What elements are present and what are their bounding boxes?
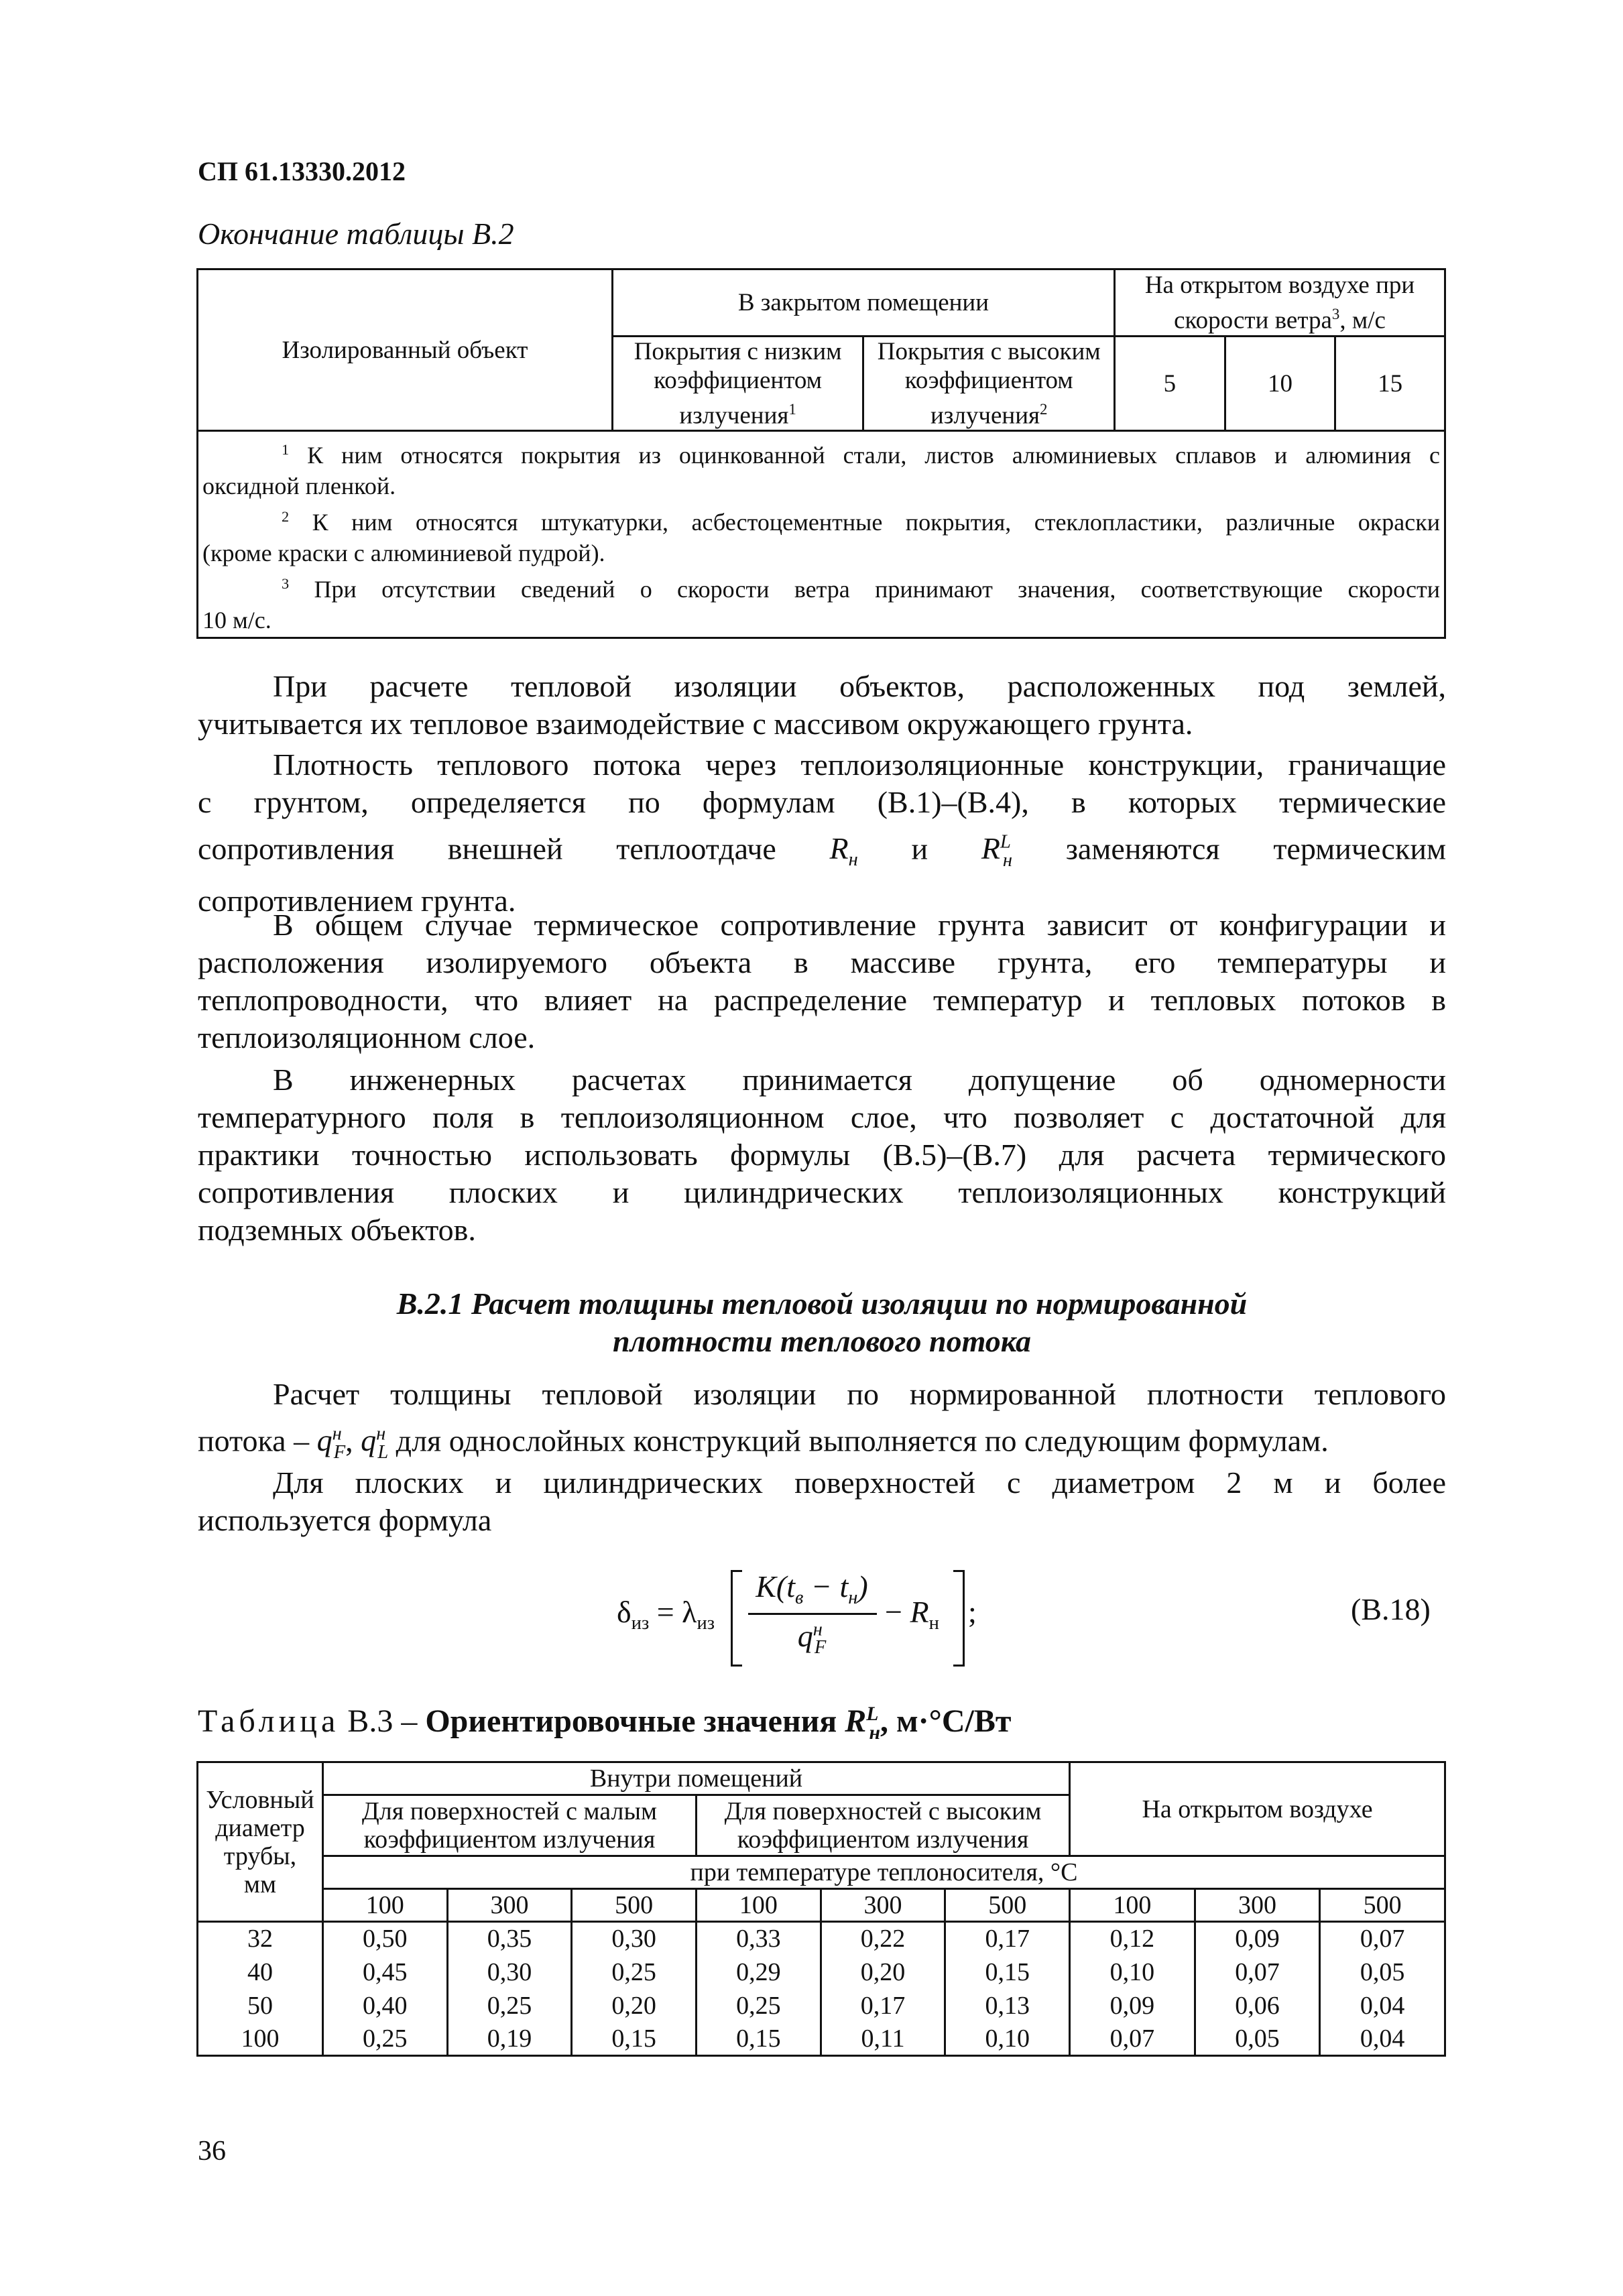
table-row	[198, 1955, 1445, 1989]
value-cell: 0,19	[447, 2022, 572, 2056]
value-cell: 0,07	[1320, 1922, 1445, 1955]
temp-cell: 100	[1070, 1889, 1195, 1922]
value-cell: 0,35	[447, 1922, 572, 1955]
value-cell: 0,05	[1195, 2022, 1320, 2056]
value-cell: 0,11	[821, 2022, 945, 2056]
value-cell: 0,06	[1195, 1989, 1320, 2022]
value-cell: 0,29	[697, 1955, 821, 1989]
formula-number: (В.18)	[1351, 1592, 1431, 1626]
value-cell: 0,07	[1195, 1955, 1320, 1989]
temp-cell: 300	[821, 1889, 945, 1922]
value-cell: 0,15	[945, 1955, 1070, 1989]
table-b2	[196, 268, 1446, 639]
table-b2-caption: Окончание таблицы В.2	[198, 217, 514, 251]
table-b2-footnotes: $^1$ К ним относятся покрытия из оцинкованной стали, листов алюминиевых сплавов и алюминия с оксидной пленкой. $^2$ К ним относятся штукатурки, асбестоцементные покрытия, стеклопластики, различные окраски (кроме краски с алюминиевой пудрой). $^3$ При отсутствии сведений о скорости ветра принимают значения, соответствующие скорости 10 м/с.	[198, 431, 1445, 638]
page-number: 36	[198, 2136, 226, 2167]
paragraph-3: В общем случае термическое сопротивление грунта зависит от конфигурации и расположения изолируемого объекта в массиве грунта, его температуры и теплопроводности, что влияет на распределение температур и тепловых потоков в теплоизоляционном слое.	[198, 908, 1446, 1054]
value-cell: 0,12	[1070, 1922, 1195, 1955]
object-header: Изолированный объект	[198, 269, 613, 431]
value-cell: 0,20	[821, 1955, 945, 1989]
paragraph-6: Для плоских и цилиндрических поверхностей с диаметром 2 м и более используется формула	[198, 1465, 1446, 1537]
value-cell: 0,10	[945, 2022, 1070, 2056]
value-cell: 0,30	[572, 1922, 697, 1955]
value-cell: 0,15	[572, 2022, 697, 2056]
fraction-bar	[748, 1613, 877, 1615]
inside-header: Внутри помещений	[322, 1762, 1069, 1795]
high-coef-header: Покрытия с высоким коэффициентом излучения$^2$	[863, 337, 1115, 431]
diameter-cell: 100	[198, 2022, 323, 2056]
value-cell: 0,15	[697, 2022, 821, 2056]
value-cell: 0,20	[572, 1989, 697, 2022]
diameter-cell: 40	[198, 1955, 323, 1989]
right-bracket	[953, 1570, 965, 1667]
wind-5: 5	[1115, 337, 1225, 431]
temp-cell: 500	[945, 1889, 1070, 1922]
wind-15: 15	[1335, 337, 1445, 431]
diameter-cell: 32	[198, 1922, 323, 1955]
value-cell: 0,45	[322, 1955, 447, 1989]
table-row	[198, 1989, 1445, 2022]
table-row	[198, 2022, 1445, 2056]
outdoor-header: На открытом воздухе	[1070, 1762, 1445, 1856]
table-b3-caption: Таблица В.3 – Ориентировочные значения $R^L_н$, м·°С/Вт	[198, 1703, 1012, 1744]
low-emission-header: Для поверхностей с малым коэффициентом излучения	[322, 1795, 696, 1856]
value-cell: 0,33	[697, 1922, 821, 1955]
formula-b18: $\delta_{из} = \lambda_{из}$ $K(t_в - t_н)$ $q^н_F$ − $R_н$ ;	[617, 1566, 992, 1667]
value-cell: 0,30	[447, 1955, 572, 1989]
paragraph-1: При расчете тепловой изоляции объектов, расположенных под землей, учитывается их тепловое взаимодействие с массивом окружающего грунта.	[198, 669, 1446, 741]
temp-cell: 300	[1195, 1889, 1320, 1922]
value-cell: 0,05	[1320, 1955, 1445, 1989]
table-row	[198, 1922, 1445, 1955]
table-b3	[196, 1761, 1446, 2057]
temp-cell: 300	[447, 1889, 572, 1922]
section-title: В.2.1 Расчет толщины тепловой изоляции по нормированной плотности теплового потока	[396, 1286, 1248, 1358]
paragraph-5: Расчет толщины тепловой изоляции по нормированной плотности теплового потока – $q^н_F$, $q^н_L$ для однослойных конструкций выполняется по следующим формулам.	[198, 1377, 1446, 1463]
diameter-header: Условный диаметр трубы, мм	[198, 1762, 323, 1922]
value-cell: 0,25	[572, 1955, 697, 1989]
value-cell: 0,22	[821, 1922, 945, 1955]
value-cell: 0,09	[1070, 1989, 1195, 2022]
temp-cell: 100	[322, 1889, 447, 1922]
temp-cell: 500	[572, 1889, 697, 1922]
temperature-header: при температуре теплоносителя, °С	[322, 1856, 1445, 1889]
value-cell: 0,07	[1070, 2022, 1195, 2056]
temp-cell: 100	[697, 1889, 821, 1922]
wind-10: 10	[1225, 337, 1335, 431]
value-cell: 0,40	[322, 1989, 447, 2022]
paragraph-2: Плотность теплового потока через теплоизоляционные конструкции, граничащие с грунтом, определяется по формулам (В.1)–(В.4), в которых термические сопротивления внешней теплоотдаче $R_н$ и $R^L_н$ заменяются термическим сопротивлением грунта.	[198, 747, 1447, 918]
value-cell: 0,17	[945, 1922, 1070, 1955]
fraction-denominator: $q^н_F$	[797, 1619, 827, 1658]
low-coef-header: Покрытия с низким коэффициентом излучения$^1$	[612, 337, 863, 431]
paragraph-4: В инженерных расчетах принимается допущение об одномерности температурного поля в теплоизоляционном слое, что позволяет с достаточной для практики точностью использовать формулы (В.5)–(В.7) для расчета термического сопротивления плоских и цилиндрических теплоизоляционных конструкций подземных объектов.	[198, 1063, 1446, 1247]
document-code: СП 61.13330.2012	[198, 156, 406, 186]
outdoor-header: На открытом воздухе при скорости ветра$^3$, м/с	[1115, 269, 1445, 337]
value-cell: 0,10	[1070, 1955, 1195, 1989]
value-cell: 0,50	[322, 1922, 447, 1955]
fraction-numerator: $K(t_в - t_н)$	[756, 1569, 868, 1609]
value-cell: 0,04	[1320, 1989, 1445, 2022]
indoor-header: В закрытом помещении	[612, 269, 1114, 337]
left-bracket	[731, 1570, 742, 1667]
value-cell: 0,04	[1320, 2022, 1445, 2056]
value-cell: 0,09	[1195, 1922, 1320, 1955]
value-cell: 0,25	[697, 1989, 821, 2022]
diameter-cell: 50	[198, 1989, 323, 2022]
temp-cell: 500	[1320, 1889, 1445, 1922]
value-cell: 0,25	[322, 2022, 447, 2056]
value-cell: 0,25	[447, 1989, 572, 2022]
value-cell: 0,17	[821, 1989, 945, 2022]
value-cell: 0,13	[945, 1989, 1070, 2022]
high-emission-header: Для поверхностей с высоким коэффициентом излучения	[697, 1795, 1070, 1856]
